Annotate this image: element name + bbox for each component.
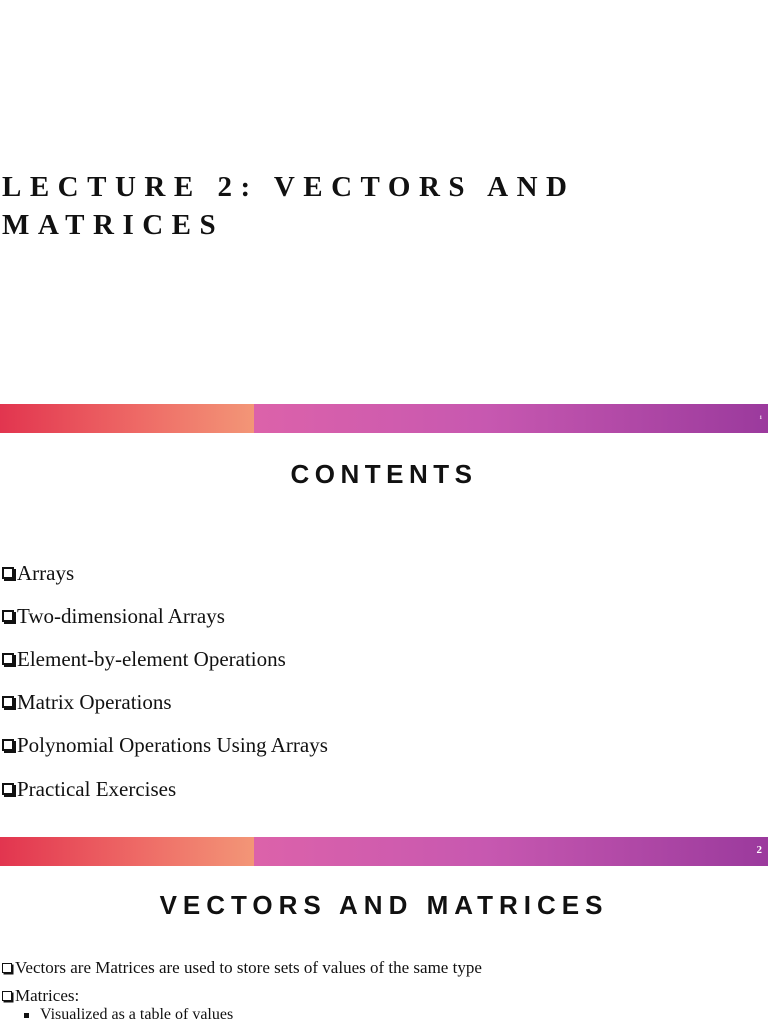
contents-list	[0, 551, 328, 810]
slide-3	[0, 866, 768, 1024]
list-item	[0, 594, 328, 637]
slide-footer-band-2	[0, 837, 768, 866]
list-item	[0, 767, 328, 810]
list-item	[0, 637, 328, 680]
list-item-label: Arrays	[17, 560, 75, 585]
checkbox-bullet-icon	[2, 783, 14, 795]
lecture-title	[2, 168, 702, 244]
checkbox-bullet-icon	[2, 991, 12, 1001]
list-item	[0, 551, 328, 594]
list-item	[0, 724, 328, 767]
list-item	[0, 681, 328, 724]
bullet-list	[0, 954, 482, 1010]
checkbox-bullet-icon	[2, 653, 14, 665]
checkbox-bullet-icon	[2, 567, 14, 579]
band-left-segment	[0, 837, 254, 866]
list-item	[0, 954, 482, 982]
vectors-matrices-heading: VECTORS AND MATRICES	[159, 890, 609, 920]
sub-list-item	[24, 1006, 233, 1024]
list-item-label: Element-by-element Operations	[17, 646, 286, 671]
list-item-label: Two-dimensional Arrays	[17, 603, 225, 628]
band-right-segment	[254, 837, 768, 866]
checkbox-bullet-icon	[2, 610, 14, 622]
list-item-label: Vectors are Matrices are used to store sets of values of the same type	[15, 958, 482, 977]
checkbox-bullet-icon	[2, 696, 14, 708]
page-number: 1	[759, 416, 762, 421]
list-item-label: Polynomial Operations Using Arrays	[17, 733, 328, 758]
contents-heading: CONTENTS	[290, 459, 478, 489]
lecture-title-line-2: MATRICES	[2, 209, 225, 241]
checkbox-bullet-icon	[2, 963, 12, 973]
band-left-segment	[0, 404, 254, 433]
checkbox-bullet-icon	[2, 739, 14, 751]
slide-2	[0, 433, 768, 837]
list-item-label: Matrices:	[15, 986, 80, 1005]
list-item-label: Matrix Operations	[17, 690, 172, 715]
list-item-label: Practical Exercises	[17, 776, 177, 801]
sub-list-item-label: Visualized as a table of values	[40, 1006, 234, 1023]
slide-footer-band-1	[0, 404, 768, 433]
square-bullet-icon	[24, 1013, 29, 1018]
slide-1	[0, 0, 768, 404]
page-number: 2	[756, 844, 762, 856]
lecture-title-line-1: LECTURE 2: VECTORS AND	[2, 171, 576, 203]
band-right-segment	[254, 404, 768, 433]
